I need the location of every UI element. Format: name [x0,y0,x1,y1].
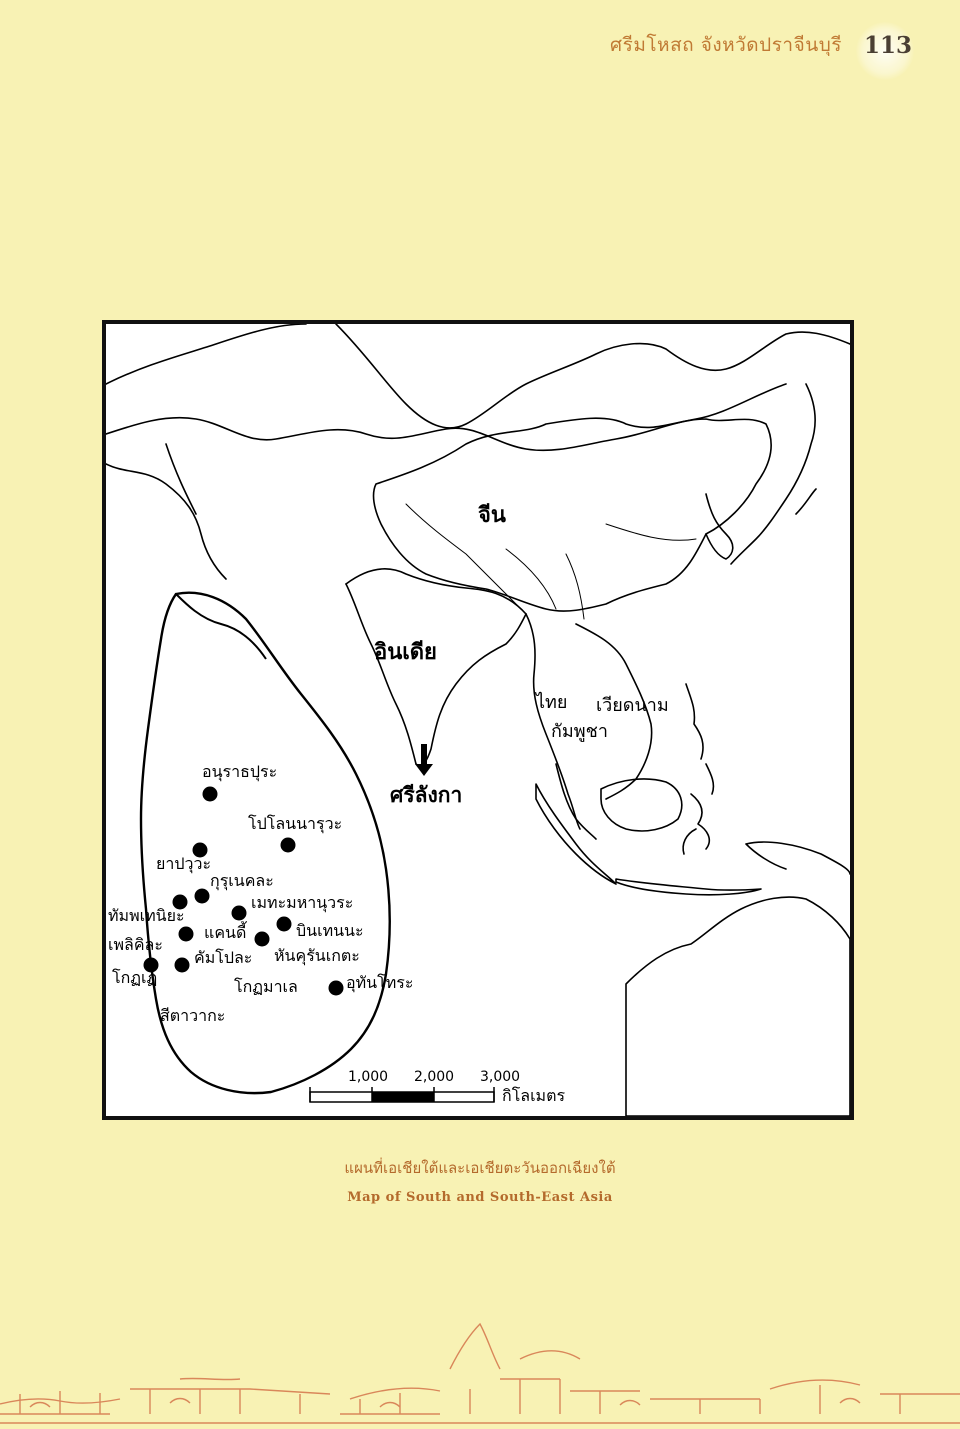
site-marker [179,927,194,942]
philippines [686,684,713,794]
caption-thai: แผนที่เอเชียใต้และเอเชียตะวันออกเฉียงใต้ [344,1159,616,1177]
site-label: ทัมพเทนิยะ [108,906,185,925]
india-coastline [346,584,526,766]
scale-unit-label: กิโลเมตร [502,1086,566,1105]
site-label: กุรุเนคละ [210,871,274,890]
scale-tick-label: 1,000 [348,1069,389,1085]
java [616,879,761,895]
label-china: จีน [478,503,506,528]
label-vietnam: เวียดนาม [596,695,669,716]
japan-islands [731,384,816,564]
site-label: โกฏมาเล [234,977,298,996]
country-borders-north [106,384,786,450]
header-title: ศรีมโหสถ จังหวัดปราจีนบุรี [610,34,842,56]
australia-coast [626,897,850,1116]
scale-tick-label: 3,000 [480,1069,521,1085]
site-marker [195,889,210,904]
label-india: อินเดีย [374,640,437,665]
label-sri-lanka: ศรีลังกา [390,783,463,807]
site-label: อุทันโทระ [346,973,414,992]
scale-tick-label: 2,000 [414,1069,455,1085]
site-label: เมทะมหานุวระ [251,893,354,912]
map-svg [106,324,850,1116]
site-marker [232,906,247,921]
site-marker [329,981,344,996]
label-cambodia: กัมพูชา [551,721,608,742]
caption-english: Map of South and South-East Asia [347,1190,613,1205]
north-coastline [106,324,850,428]
site-label: โกฏเฏ [112,968,158,987]
site-label: แคนดี้ [204,923,247,942]
site-label: สีตาวากะ [160,1006,226,1025]
new-guinea [746,842,850,874]
site-label: บินเทนนะ [296,921,364,940]
site-marker [281,838,296,853]
india-borders [346,569,526,614]
scale-bar [310,1069,565,1105]
site-label: โปโลนนารุวะ [248,814,343,833]
site-label: หันคุรันเกตะ [274,946,360,965]
map-caption [0,1156,960,1205]
site-label: คัมโปละ [194,948,253,967]
sumatra [536,784,616,884]
map-frame [102,320,854,1120]
korea-peninsula [706,494,733,559]
site-label: เพลิคิละ [108,935,163,954]
europe-coast [106,444,226,579]
site-label: อนุราธปุระ [202,762,278,781]
label-thailand: ไทย [536,692,568,713]
rivers [406,504,696,619]
site-marker [203,787,218,802]
site-marker [175,958,190,973]
sulawesi [683,794,709,854]
site-marker [255,932,270,947]
footer-temple-illustration [0,1319,960,1429]
site-label: ยาปวุวะ [156,854,212,873]
page-number: 113 [863,31,912,59]
borneo [601,779,682,831]
page-header [610,30,912,60]
site-marker [277,917,292,932]
